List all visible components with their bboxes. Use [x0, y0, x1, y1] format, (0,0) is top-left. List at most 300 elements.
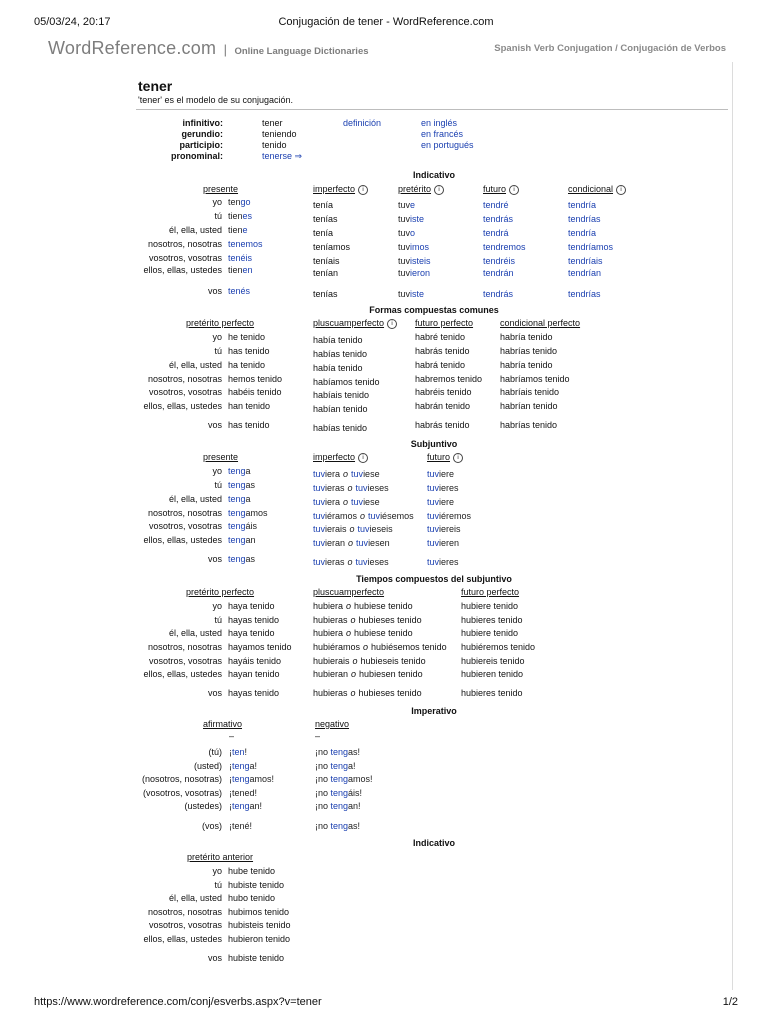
form-part: tuv: [368, 511, 381, 521]
form-part: amos: [245, 508, 268, 518]
preterito-form: [398, 214, 424, 224]
futuro-form: tendremos: [483, 242, 526, 252]
form-part: teng: [228, 494, 246, 504]
form-part: tuv: [398, 256, 411, 266]
negativo-form: [315, 821, 360, 831]
imperfecto-form: tenían: [313, 268, 339, 278]
form-part: hubieran: [313, 669, 349, 679]
section-title: Subjuntivo: [410, 439, 458, 449]
col-subj-imperfecto-label: imperfecto: [313, 452, 356, 462]
form-part: iesen: [368, 538, 390, 548]
subj-imperfecto-form: [313, 524, 393, 534]
col-afirmativo: [203, 719, 242, 729]
col-subj-futuro-label: futuro: [427, 452, 451, 462]
form-part: iésemos: [380, 511, 414, 521]
subj-futuro-perf-form: hubieren tenido: [461, 669, 524, 679]
form-part: iere: [439, 497, 455, 507]
form-part: as: [245, 480, 256, 490]
form-part: tuv: [427, 538, 440, 548]
futuro-form: tendréis: [483, 256, 516, 266]
form-part: tuv: [427, 557, 440, 567]
form-part: o: [352, 656, 358, 666]
form-part: tien: [228, 265, 243, 275]
col-negativo: [315, 719, 349, 729]
form-part: ieron: [410, 268, 431, 278]
info-icon[interactable]: i: [358, 185, 368, 195]
subj-perfecto-form: hayáis tenido: [228, 656, 282, 666]
pluscuam-form: habíamos tenido: [313, 377, 380, 387]
futuro-perf-form: habrás tenido: [415, 346, 470, 356]
form-part: tenés: [228, 286, 251, 296]
col-condicional[interactable]: [568, 184, 626, 195]
subj-perfecto-form: hayas tenido: [228, 615, 280, 625]
form-part: as!: [348, 747, 361, 757]
form-part: hubiese tenido: [354, 601, 413, 611]
form-part: teng: [228, 480, 246, 490]
form-part: o: [351, 669, 357, 679]
subj-futuro-form: [427, 511, 471, 521]
subj-futuro-perf-form: hubiere tenido: [461, 628, 519, 638]
form-part: as!: [348, 821, 361, 831]
subj-presente-form: [228, 508, 268, 518]
imperfecto-form: tenía: [313, 200, 334, 210]
person-label: vosotros, vosotras: [148, 521, 222, 531]
subj-futuro-form: [427, 497, 454, 507]
participio-value: tenido: [262, 140, 287, 150]
person-label: vos: [207, 420, 222, 430]
preterito-form: [398, 268, 430, 278]
form-part: tuv: [398, 242, 411, 252]
preterito-form: [398, 242, 429, 252]
form-part: o: [347, 557, 353, 567]
person-label: (vosotros, vosotras): [142, 788, 222, 798]
definicion-link[interactable]: definición: [343, 118, 382, 128]
presente-form: [228, 211, 252, 221]
col-preterito[interactable]: [398, 184, 444, 195]
section-title: Tiempos compuestos del subjuntivo: [356, 574, 512, 584]
form-part: an!: [249, 801, 263, 811]
condicional-form: tendríais: [568, 256, 603, 266]
col-imperfecto-label: imperfecto: [313, 184, 356, 194]
negativo-form: [315, 788, 362, 798]
form-part: tuv: [313, 497, 326, 507]
futuro-form: tendrás: [483, 214, 514, 224]
subj-imperfecto-form: [313, 557, 389, 567]
form-part: tuv: [398, 200, 411, 210]
person-label: él, ella, usted: [168, 225, 222, 235]
col-subj-futuro-perf-label: futuro perfecto: [461, 587, 520, 597]
person-label: tú: [214, 880, 222, 890]
form-part: tuv: [427, 483, 440, 493]
condicional-form: tendrías: [568, 289, 601, 299]
subj-presente-form: [228, 554, 255, 564]
col-futuro-label: futuro: [483, 184, 507, 194]
person-label: yo: [212, 197, 222, 207]
print-title: Conjugación de tener - WordReference.com: [278, 16, 494, 28]
form-part: teng: [232, 801, 250, 811]
form-part: ¡: [229, 801, 232, 811]
cond-perf-form: habrían tenido: [500, 401, 558, 411]
cond-perf-form: habrías tenido: [500, 346, 558, 356]
form-part: amos!: [348, 774, 373, 784]
col-subj-perfecto: [186, 587, 254, 597]
form-part: ten: [232, 747, 245, 757]
person-label: (vos): [202, 821, 222, 831]
form-part: tien: [228, 211, 243, 221]
negativo-form: [315, 774, 373, 784]
col-condicional-label: condicional: [568, 184, 614, 194]
form-part: iera: [325, 469, 341, 479]
futuro-perf-form: habré tenido: [415, 332, 466, 342]
form-part: a!: [348, 761, 356, 771]
person-label: nosotros, nosotras: [147, 642, 222, 652]
person-label: él, ella, usted: [168, 360, 222, 370]
form-part: isteis: [410, 256, 431, 266]
anterior-form: hubisteis tenido: [228, 920, 291, 930]
form-part: o: [348, 538, 354, 548]
imperfecto-form: tenía: [313, 228, 334, 238]
subj-imperfecto-form: [313, 511, 414, 521]
col-condicional-perfecto-label: condicional perfecto: [500, 318, 581, 328]
form-part: ieseis: [369, 524, 393, 534]
form-part: teng: [232, 761, 250, 771]
form-part: tenéis: [228, 253, 253, 263]
perfecto-form: hemos tenido: [228, 374, 283, 384]
form-part: iese: [363, 497, 380, 507]
info-icon[interactable]: i: [616, 185, 626, 195]
col-presente-label: presente: [203, 184, 239, 194]
form-part: hubieseis tenido: [360, 656, 426, 666]
form-part: tuv: [313, 524, 326, 534]
cond-perf-form: habría tenido: [500, 332, 553, 342]
col-subj-presente-label: presente: [203, 452, 239, 462]
form-part: tuv: [351, 469, 364, 479]
presente-form: [228, 239, 263, 249]
form-part: hubieses tenido: [358, 688, 422, 698]
form-part: teng: [228, 554, 246, 564]
person-label: yo: [212, 332, 222, 342]
form-part: ¡no: [315, 801, 331, 811]
person-label: yo: [212, 866, 222, 876]
afirmativo-form: [229, 761, 257, 771]
form-part: tuv: [351, 497, 364, 507]
form-part: ieses: [367, 483, 389, 493]
print-datetime: 05/03/24, 20:17: [34, 16, 111, 28]
futuro-perf-form: habrán tenido: [415, 401, 471, 411]
gerundio-value: teniendo: [262, 129, 297, 139]
subj-pluscuam-form: [313, 669, 423, 679]
person-label: vosotros, vosotras: [148, 920, 222, 930]
person-label: él, ella, usted: [168, 893, 222, 903]
col-negativo-label: negativo: [315, 719, 350, 729]
col-imperfecto[interactable]: [313, 184, 368, 195]
col-subj-futuro[interactable]: [427, 452, 463, 463]
subj-presente-form: [228, 480, 255, 490]
person-label: vos: [207, 286, 222, 296]
col-subj-perfecto-label: pretérito perfecto: [186, 587, 255, 597]
form-part: teng: [330, 761, 349, 771]
pluscuam-form: habíais tenido: [313, 390, 370, 400]
form-part: o: [346, 628, 352, 638]
form-part: hubierais: [313, 656, 350, 666]
form-part: tuv: [427, 524, 440, 534]
person-label: (tú): [208, 747, 222, 757]
subj-pluscuam-form: [313, 615, 422, 625]
cond-perf-form: habríais tenido: [500, 387, 560, 397]
subj-perfecto-form: hayan tenido: [228, 669, 280, 679]
pronominal-link[interactable]: tenerse ⇒: [262, 151, 303, 161]
anterior-form: hubo tenido: [228, 893, 276, 903]
form-part: ¡no: [315, 821, 331, 831]
presente-form: [228, 265, 253, 275]
person-label: vos: [207, 554, 222, 564]
subj-imperfecto-form: [313, 538, 390, 548]
form-part: amos!: [249, 774, 275, 784]
print-footer: [34, 996, 738, 1012]
form-part: ieren: [439, 538, 460, 548]
futuro-form: tendrá: [483, 228, 509, 238]
person-label: tú: [214, 211, 222, 221]
anterior-form: hubiste tenido: [228, 880, 285, 890]
subj-futuro-form: [427, 557, 459, 567]
anterior-form: hubieron tenido: [228, 934, 291, 944]
info-icon[interactable]: i: [387, 319, 397, 329]
form-part: tuv: [398, 289, 411, 299]
condicional-form: tendríamos: [568, 242, 614, 252]
form-part: teng: [330, 821, 349, 831]
negativo-form: [315, 761, 356, 771]
info-icon[interactable]: i: [453, 453, 463, 463]
negativo-form: [315, 801, 361, 811]
col-futuro-perfecto-label: futuro perfecto: [415, 318, 474, 328]
logo-separator: |: [223, 42, 227, 57]
perfecto-form: he tenido: [228, 332, 266, 342]
form-part: a: [245, 466, 251, 476]
col-subj-presente: [203, 452, 238, 462]
person-label: nosotros, nosotras: [147, 239, 222, 249]
form-part: hubiese tenido: [354, 628, 413, 638]
form-part: ieras: [325, 557, 345, 567]
condicional-form: tendrían: [568, 268, 602, 278]
form-part: tuv: [313, 511, 326, 521]
form-part: ierais: [325, 524, 347, 534]
afirmativo-form: [229, 788, 257, 798]
subj-perfecto-form: hayamos tenido: [228, 642, 292, 652]
form-part: tuv: [427, 469, 440, 479]
form-part: en: [242, 265, 253, 275]
form-part: o: [360, 511, 366, 521]
form-part: ten: [228, 197, 241, 207]
form-part: go: [240, 197, 251, 207]
subj-futuro-perf-form: hubiere tenido: [461, 601, 519, 611]
form-part: !: [244, 747, 248, 757]
col-preterito-anterior-label: pretérito anterior: [187, 852, 254, 862]
preterito-form: [398, 256, 431, 266]
person-label: ellos, ellas, ustedes: [143, 265, 222, 275]
subj-futuro-perf-form: hubieres tenido: [461, 688, 523, 698]
presente-form: [228, 225, 248, 235]
form-part: hubiésemos tenido: [371, 642, 447, 652]
form-part: áis!: [348, 788, 363, 798]
preterito-form: [398, 228, 415, 238]
print-url: https://www.wordreference.com/conj/esverbs.aspx?v=tener: [34, 996, 322, 1008]
col-subj-pluscuam: [313, 587, 384, 597]
print-page-number: 1/2: [722, 996, 738, 1008]
perfecto-form: habéis tenido: [228, 387, 282, 397]
form-part: tuv: [313, 557, 326, 567]
col-preterito-perfecto-label: pretérito perfecto: [186, 318, 255, 328]
subj-perfecto-form: hayas tenido: [228, 688, 280, 698]
form-part: iera: [325, 497, 341, 507]
futuro-form: tendré: [483, 200, 509, 210]
form-part: iere: [439, 469, 455, 479]
form-part: iese: [363, 469, 380, 479]
form-part: iéramos: [325, 511, 358, 521]
col-futuro[interactable]: [483, 184, 519, 195]
person-label: tú: [214, 346, 222, 356]
col-subj-pluscuam-label: pluscuamperfecto: [313, 587, 385, 597]
col-pluscuamperfecto[interactable]: [313, 318, 397, 329]
person-label: ellos, ellas, ustedes: [143, 535, 222, 545]
link-portuguese[interactable]: en portugués: [421, 140, 474, 150]
subj-presente-form: [228, 521, 257, 531]
participio-label: participio:: [179, 140, 223, 150]
form-part: o: [350, 615, 356, 625]
form-part: e: [410, 200, 416, 210]
col-subj-imperfecto[interactable]: [313, 452, 368, 463]
pluscuam-form: habían tenido: [313, 404, 368, 414]
form-part: tien: [228, 225, 243, 235]
form-part: ¡: [229, 821, 232, 831]
futuro-perf-form: habréis tenido: [415, 387, 472, 397]
person-label: yo: [212, 466, 222, 476]
form-part: ¡no: [315, 788, 331, 798]
section-title: Indicativo: [412, 838, 455, 848]
form-part: tuv: [313, 483, 326, 493]
preterito-form: [398, 200, 415, 210]
form-part: hubieras: [313, 688, 348, 698]
imperfecto-form: tenías: [313, 214, 338, 224]
info-icon[interactable]: i: [358, 453, 368, 463]
person-label: ellos, ellas, ustedes: [143, 401, 222, 411]
subj-futuro-perf-form: hubiereis tenido: [461, 656, 525, 666]
person-label: nosotros, nosotras: [147, 508, 222, 518]
form-part: o: [346, 601, 352, 611]
person-label: yo: [212, 601, 222, 611]
verb-heading: tener: [138, 78, 173, 94]
person-label: (usted): [193, 761, 222, 771]
perfecto-form: ha tenido: [228, 360, 266, 370]
form-part: o: [343, 497, 349, 507]
form-part: teng: [228, 535, 246, 545]
section-title: Indicativo: [412, 170, 455, 180]
subj-futuro-form: [427, 538, 459, 548]
anterior-form: hubiste tenido: [228, 953, 285, 963]
info-icon[interactable]: i: [434, 185, 444, 195]
col-subj-futuro-perf: [461, 587, 519, 597]
col-preterito-perfecto: [186, 318, 254, 328]
subj-pluscuam-form: [313, 601, 413, 611]
imperfecto-form: teníamos: [313, 242, 351, 252]
form-part: hubieras: [313, 615, 348, 625]
negativo-form: [315, 747, 360, 757]
form-part: tuv: [313, 469, 326, 479]
form-part: an!: [348, 801, 361, 811]
person-label: vos: [207, 688, 222, 698]
condicional-form: tendrías: [568, 214, 601, 224]
form-part: teng: [330, 788, 349, 798]
form-part: ¡: [229, 774, 232, 784]
subj-futuro-perf-form: hubieres tenido: [461, 615, 523, 625]
subj-perfecto-form: haya tenido: [228, 601, 275, 611]
subj-presente-form: [228, 466, 251, 476]
col-afirmativo-label: afirmativo: [203, 719, 243, 729]
form-part: teng: [330, 774, 349, 784]
link-french[interactable]: en francés: [421, 129, 464, 139]
col-preterito-anterior: [187, 852, 253, 862]
afirmativo-form: [229, 821, 252, 831]
form-part: imos: [410, 242, 430, 252]
info-icon[interactable]: i: [509, 185, 519, 195]
form-part: ieres: [439, 557, 459, 567]
subj-perfecto-form: haya tenido: [228, 628, 275, 638]
condicional-form: tendría: [568, 200, 597, 210]
form-part: o: [363, 642, 369, 652]
form-part: hubiera: [313, 601, 344, 611]
form-part: a!: [249, 761, 258, 771]
section-title: Imperativo: [411, 706, 457, 716]
form-part: iste: [410, 214, 425, 224]
form-part: an: [245, 535, 256, 545]
subj-imperfecto-form: [313, 469, 380, 479]
col-preterito-label: pretérito: [398, 184, 432, 194]
form-part: tuv: [427, 511, 440, 521]
form-part: o: [410, 228, 416, 238]
form-part: tuv: [355, 557, 368, 567]
form-part: tuv: [398, 214, 411, 224]
pluscuam-form: habías tenido: [313, 349, 368, 359]
form-part: tuv: [427, 497, 440, 507]
form-part: tuv: [398, 268, 411, 278]
imperfecto-form: tenías: [313, 289, 338, 299]
afirmativo-form: [229, 747, 247, 757]
subj-futuro-perf-form: hubiéremos tenido: [461, 642, 536, 652]
form-part: hubiéramos: [313, 642, 361, 652]
link-english[interactable]: en inglés: [421, 118, 458, 128]
futuro-perf-form: habrás tenido: [415, 420, 470, 430]
subj-pluscuam-form: [313, 628, 413, 638]
person-label: vosotros, vosotras: [148, 387, 222, 397]
infinitivo-label: infinitivo:: [182, 118, 223, 128]
form-part: tenemos: [228, 239, 263, 249]
form-part: tuv: [356, 538, 369, 548]
form-part: ieses: [367, 557, 389, 567]
presente-form: [228, 253, 252, 263]
person-label: nosotros, nosotras: [147, 374, 222, 384]
form-part: hubieses tenido: [358, 615, 422, 625]
form-part: teng: [232, 774, 250, 784]
person-label: vos: [207, 953, 222, 963]
site-logo[interactable]: WordReference.com: [48, 38, 217, 58]
afirmativo-dash: –: [229, 731, 235, 741]
pronominal-label: pronominal:: [171, 151, 223, 161]
person-label: vosotros, vosotras: [148, 253, 222, 263]
form-part: ieran: [325, 538, 346, 548]
form-part: ieras: [325, 483, 345, 493]
form-part: teng: [330, 801, 349, 811]
pluscuam-form: había tenido: [313, 363, 363, 373]
person-label: (nosotros, nosotras): [141, 774, 222, 784]
